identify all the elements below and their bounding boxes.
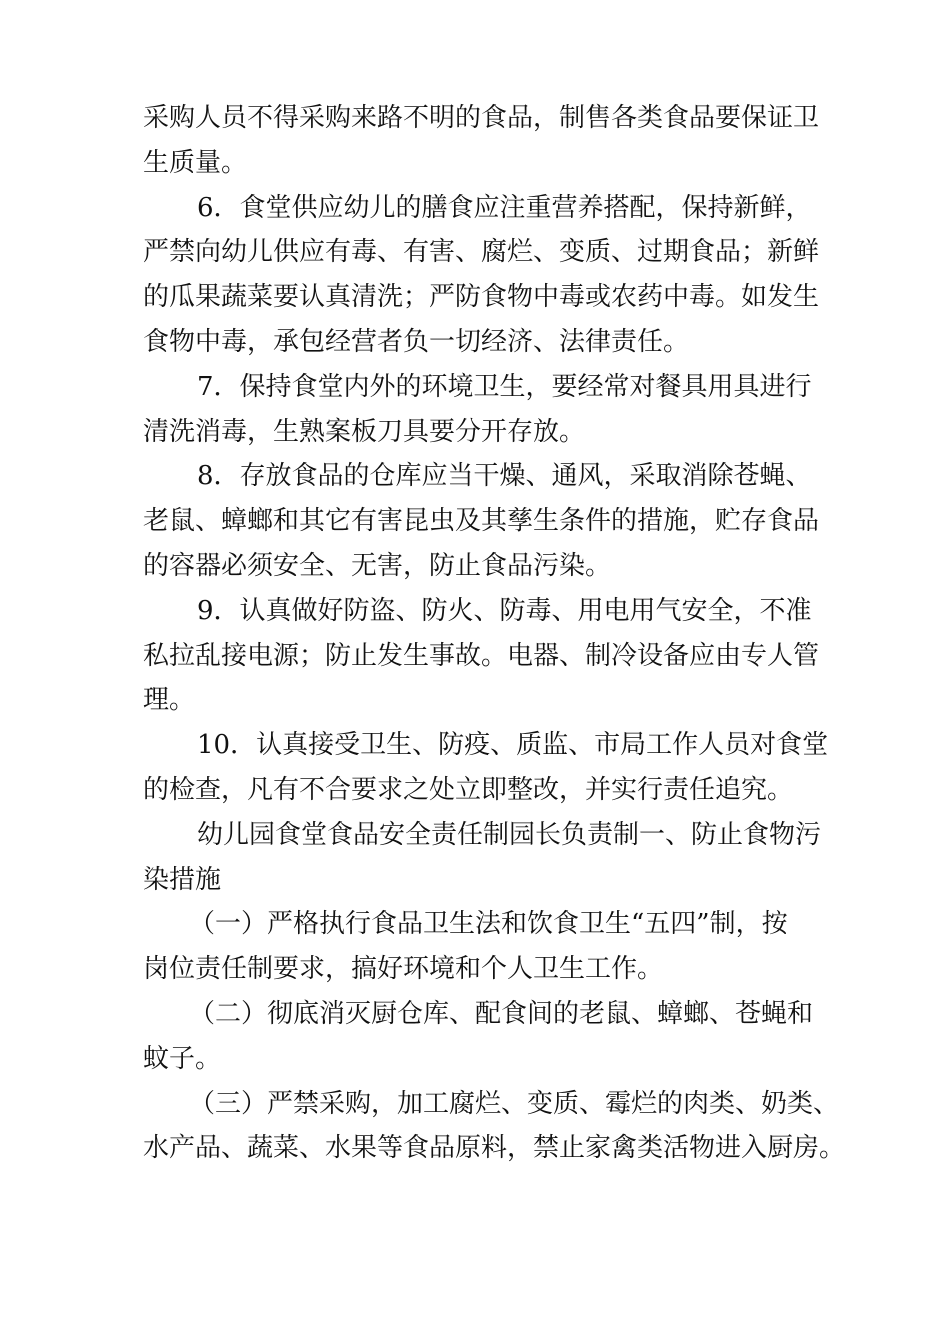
paragraph-heading bbox=[143, 813, 823, 903]
text-line: 采购人员不得采购来路不明的食品，制售各类食品要保证卫 bbox=[143, 103, 820, 133]
text-line: 蚊子。 bbox=[143, 1043, 222, 1074]
text-line: 清洗消毒，生熟案板刀具要分开存放。 bbox=[143, 416, 586, 447]
text-line: （一）严格执行食品卫生法和饮食卫生“五四”制，按 bbox=[189, 909, 788, 940]
document-body bbox=[143, 96, 846, 1171]
text-line: （三）严禁采购，加工腐烂、变质、霉烂的肉类、奶类、 bbox=[189, 1088, 840, 1119]
paragraph-item-7 bbox=[143, 365, 823, 455]
paragraph-item-10 bbox=[143, 723, 829, 813]
text-line: 私拉乱接电源；防止发生事故。电器、制冷设备应由专人管 bbox=[143, 640, 820, 671]
text-line: 7．保持食堂内外的环境卫生，要经常对餐具用具进行 bbox=[197, 371, 812, 402]
paragraph-item-9 bbox=[143, 589, 823, 723]
text-line: 理。 bbox=[143, 685, 196, 716]
paragraph-sub-2 bbox=[143, 992, 823, 1082]
text-line: 的检查，凡有不合要求之处立即整改，并实行责任追究。 bbox=[143, 774, 794, 805]
text-line: 10．认真接受卫生、防疫、质监、市局工作人员对食堂 bbox=[197, 730, 829, 761]
paragraph-item-8 bbox=[143, 454, 823, 588]
text-line: 染措施 bbox=[143, 864, 222, 895]
paragraph-sub-3 bbox=[143, 1082, 846, 1172]
text-line: 生质量。 bbox=[143, 147, 248, 178]
text-line: 老鼠、蟑螂和其它有害昆虫及其孳生条件的措施，贮存食品 bbox=[143, 506, 820, 537]
paragraph-continuation bbox=[143, 96, 823, 186]
text-line: 6．食堂供应幼儿的膳食应注重营养搭配，保持新鲜， bbox=[197, 192, 812, 223]
text-line: 严禁向幼儿供应有毒、有害、腐烂、变质、过期食品；新鲜 bbox=[143, 237, 820, 268]
text-line: 的瓜果蔬菜要认真清洗；严防食物中毒或农药中毒。如发生 bbox=[143, 282, 820, 313]
text-line: 岗位责任制要求，搞好环境和个人卫生工作。 bbox=[143, 954, 664, 985]
text-line: （二）彻底消灭厨仓库、配食间的老鼠、蟑螂、苍蝇和 bbox=[189, 998, 814, 1029]
text-line: 的容器必须安全、无害，防止食品污染。 bbox=[143, 550, 612, 581]
text-line: 水产品、蔬菜、水果等食品原料，禁止家禽类活物进入厨房。 bbox=[143, 1133, 846, 1164]
text-line: 8．存放食品的仓库应当干燥、通风，采取消除苍蝇、 bbox=[197, 461, 812, 492]
text-line: 食物中毒，承包经营者负一切经济、法律责任。 bbox=[143, 326, 690, 357]
paragraph-item-6 bbox=[143, 186, 823, 365]
paragraph-sub-1 bbox=[143, 902, 823, 992]
text-line: 9．认真做好防盗、防火、防毒、用电用气安全，不准 bbox=[197, 595, 812, 626]
text-line: 幼儿园食堂食品安全责任制园长负责制一、防止食物污 bbox=[197, 819, 822, 850]
